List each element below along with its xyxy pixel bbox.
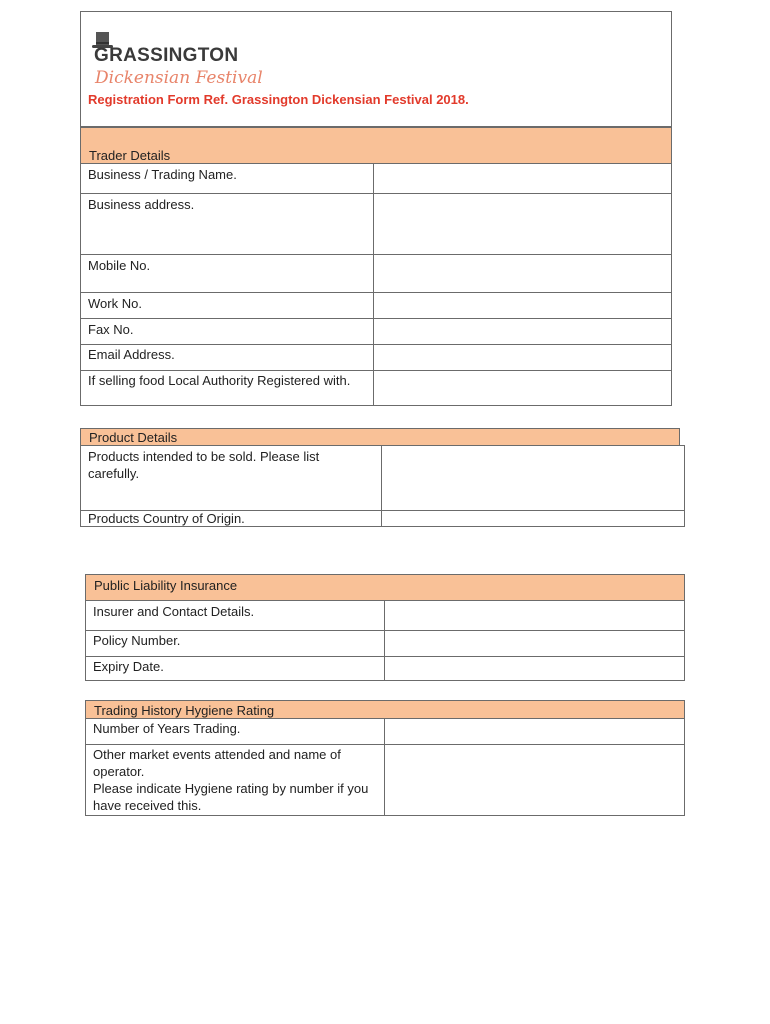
product-row-origin <box>81 511 381 527</box>
insurance-table <box>85 600 685 681</box>
row-label: If selling food Local Authority Registered with. <box>88 373 351 388</box>
products-sold-field[interactable] <box>382 446 684 510</box>
row-label: Expiry Date. <box>93 659 164 674</box>
row-label: Business / Trading Name. <box>88 167 237 182</box>
trader-details-table <box>80 163 672 406</box>
history-header <box>85 700 685 719</box>
local-authority-field[interactable] <box>374 371 671 405</box>
row-label: Please indicate Hygiene rating by number if you have received this. <box>93 781 369 813</box>
fax-field[interactable] <box>374 319 671 344</box>
row-label: Products Country of Origin. <box>88 511 245 526</box>
insurance-row-expiry <box>86 657 384 680</box>
insurer-field[interactable] <box>385 601 684 630</box>
product-details-table <box>80 445 685 527</box>
trader-details-header <box>80 127 672 164</box>
work-field[interactable] <box>374 293 671 319</box>
insurance-header <box>85 574 685 601</box>
trader-row-mobile <box>81 255 373 293</box>
market-events-field[interactable] <box>385 745 684 815</box>
row-label: Fax No. <box>88 322 134 337</box>
history-row-years <box>86 719 384 744</box>
row-label: Products intended to be sold. Please list carefully. <box>88 449 320 481</box>
logo <box>91 30 263 92</box>
policy-number-field[interactable] <box>385 631 684 656</box>
row-label: Policy Number. <box>93 633 181 648</box>
form-title: Registration Form Ref. Grassington Dickensian Festival 2018. <box>88 92 469 107</box>
row-label: Number of Years Trading. <box>93 721 241 736</box>
trader-details-title: Trader Details <box>89 148 171 163</box>
expiry-date-field[interactable] <box>385 657 684 680</box>
trader-row-business-address <box>81 194 373 254</box>
business-name-field[interactable] <box>374 164 671 193</box>
history-title: Trading History Hygiene Rating <box>94 703 275 718</box>
insurance-row-insurer <box>86 601 384 630</box>
product-details-title: Product Details <box>89 430 178 445</box>
product-details-header <box>80 428 680 446</box>
trader-row-local-authority <box>81 371 373 405</box>
years-trading-field[interactable] <box>385 719 684 744</box>
business-address-field[interactable] <box>374 194 671 254</box>
trader-row-fax <box>81 319 373 344</box>
trader-row-work <box>81 293 373 319</box>
email-field[interactable] <box>374 345 671 370</box>
mobile-field[interactable] <box>374 255 671 293</box>
row-label: Business address. <box>88 197 195 212</box>
insurance-row-policy <box>86 631 384 656</box>
row-label: Insurer and Contact Details. <box>93 604 255 619</box>
row-label: Mobile No. <box>88 258 151 273</box>
country-origin-field[interactable] <box>382 511 684 527</box>
trader-row-email <box>81 345 373 370</box>
row-label: Other market events attended and name of operator. <box>93 747 341 779</box>
trader-row-business-name <box>81 164 373 193</box>
logo-main-text: GRASSINGTON <box>94 45 239 66</box>
row-label: Work No. <box>88 296 142 311</box>
insurance-title: Public Liability Insurance <box>94 578 238 593</box>
history-row-events <box>86 746 384 815</box>
history-table <box>85 718 685 816</box>
row-label: Email Address. <box>88 347 175 362</box>
product-row-items <box>81 446 381 510</box>
logo-sub-text: Dickensian Festival <box>95 68 263 88</box>
